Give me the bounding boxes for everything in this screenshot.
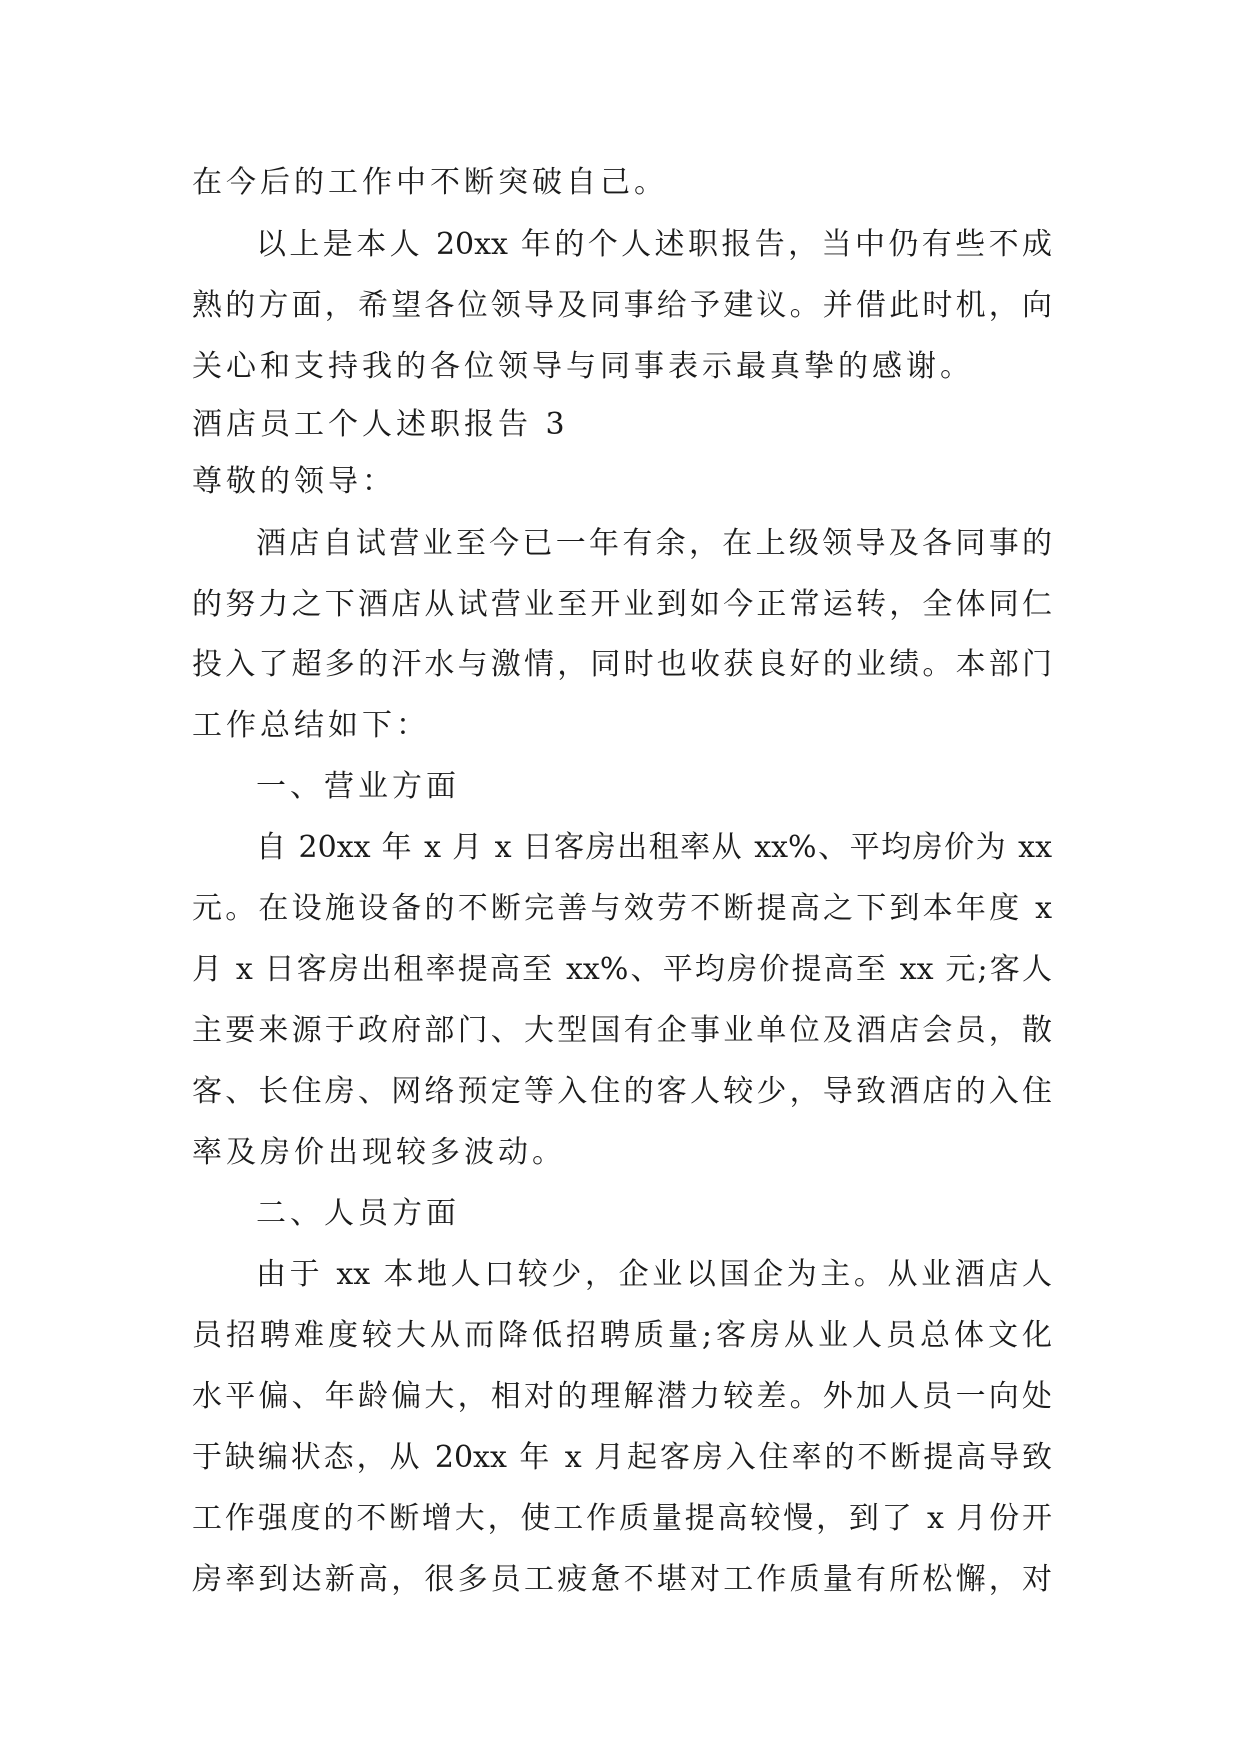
body-line: 于缺编状态，从 20xx 年 x 月起客房入住率的不断提高导致 (192, 1440, 1052, 1475)
body-line: 员招聘难度较大从而降低招聘质量;客房从业人员总体文化 (192, 1318, 1052, 1353)
section-title: 酒店员工个人述职报告 3 (192, 407, 569, 442)
body-line: 水平偏、年龄偏大，相对的理解潜力较差。外加人员一向处 (192, 1379, 1052, 1414)
body-line: 的努力之下酒店从试营业至开业到如今正常运转，全体同仁 (192, 587, 1052, 622)
body-line: 投入了超多的汗水与激情，同时也收获良好的业绩。本部门 (192, 647, 1052, 682)
paragraph-line: 以上是本人 20xx 年的个人述职报告，当中仍有些不成 (256, 227, 1052, 262)
paragraph-line: 酒店自试营业至今已一年有余，在上级领导及各同事的 (256, 526, 1052, 561)
salutation: 尊敬的领导： (192, 464, 396, 499)
body-line: 房率到达新高，很多员工疲惫不堪对工作质量有所松懈，对 (192, 1562, 1052, 1597)
body-line: 主要来源于政府部门、大型国有企事业单位及酒店会员，散 (192, 1013, 1052, 1048)
subsection-heading: 二、人员方面 (256, 1196, 460, 1231)
body-line: 月 x 日客房出租率提高至 xx%、平均房价提高至 xx 元;客人 (192, 952, 1052, 987)
body-line: 熟的方面，希望各位领导及同事给予建议。并借此时机，向 (192, 288, 1052, 323)
subsection-heading: 一、营业方面 (256, 769, 460, 804)
body-line: 在今后的工作中不断突破自己。 (192, 165, 668, 200)
body-line: 关心和支持我的各位领导与同事表示最真挚的感谢。 (192, 349, 974, 384)
body-line: 率及房价出现较多波动。 (192, 1135, 566, 1170)
body-line: 工作总结如下： (192, 708, 430, 743)
body-line: 工作强度的不断增大，使工作质量提高较慢，到了 x 月份开 (192, 1501, 1052, 1536)
body-line: 客、长住房、网络预定等入住的客人较少，导致酒店的入住 (192, 1074, 1052, 1109)
paragraph-line: 自 20xx 年 x 月 x 日客房出租率从 xx%、平均房价为 xx (256, 830, 1052, 865)
paragraph-line: 由于 xx 本地人口较少，企业以国企为主。从业酒店人 (256, 1257, 1052, 1292)
body-line: 元。在设施设备的不断完善与效劳不断提高之下到本年度 x (192, 891, 1052, 926)
